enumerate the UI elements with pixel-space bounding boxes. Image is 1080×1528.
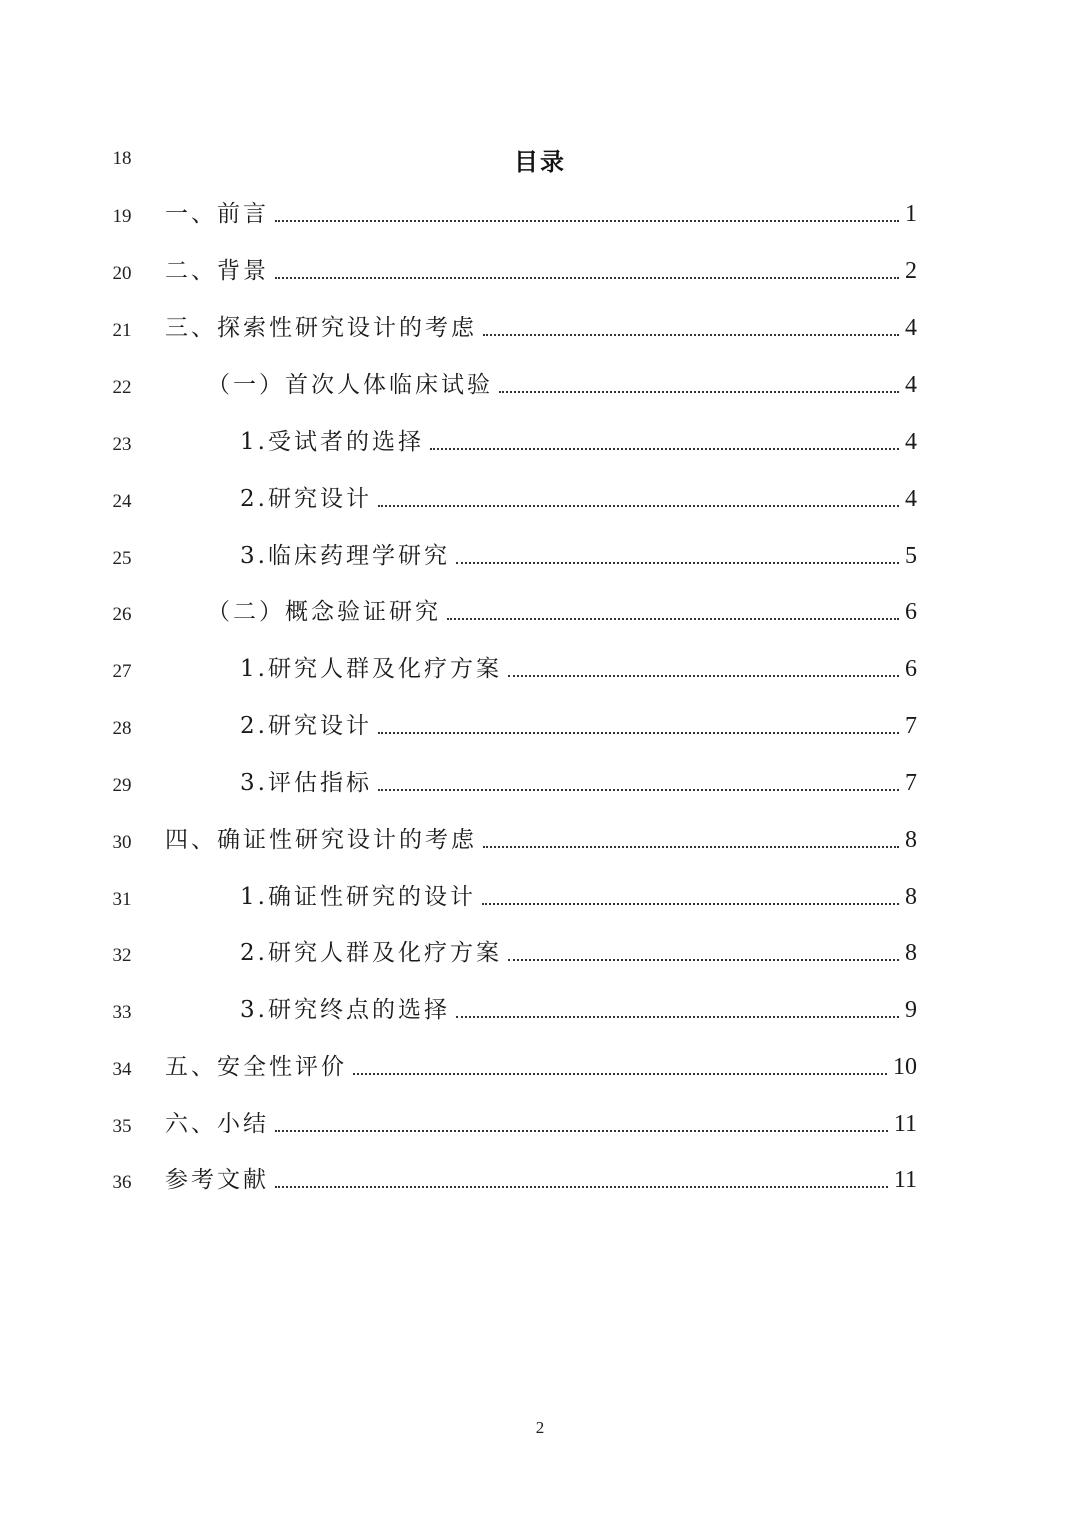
- dot-leader: [430, 447, 899, 450]
- toc-entry-page: 7: [905, 713, 917, 739]
- line-number: 23: [112, 434, 132, 455]
- toc-entry[interactable]: [240, 879, 917, 911]
- dot-leader: [482, 902, 899, 905]
- toc-entry[interactable]: [165, 253, 917, 285]
- dot-leader: [275, 219, 899, 222]
- toc-entry-label: （一）首次人体临床试验: [207, 372, 493, 398]
- toc-entry-label: 三、探索性研究设计的考虑: [165, 315, 477, 341]
- dot-leader: [378, 731, 899, 734]
- line-number: 29: [112, 775, 132, 796]
- toc-entry-label: 五、安全性评价: [165, 1054, 347, 1080]
- toc-entry-label: 3.研究终点的选择: [240, 997, 450, 1023]
- toc-entry[interactable]: [240, 651, 917, 683]
- dot-leader: [353, 1072, 887, 1075]
- toc-entry-page: 8: [905, 884, 917, 910]
- toc-entry[interactable]: [165, 1049, 917, 1081]
- line-number: 30: [112, 832, 132, 853]
- toc-entry-label: 3.评估指标: [240, 770, 372, 796]
- line-number: 35: [112, 1116, 132, 1137]
- dot-leader: [456, 1015, 899, 1018]
- dot-leader: [499, 390, 899, 393]
- toc-entry-page: 2: [905, 258, 917, 284]
- line-number: 19: [112, 206, 132, 227]
- toc-entry[interactable]: [240, 481, 917, 513]
- toc-entry[interactable]: [240, 992, 917, 1024]
- toc-entry[interactable]: [165, 822, 917, 854]
- toc-entry-label: 四、确证性研究设计的考虑: [165, 827, 477, 853]
- toc-entry[interactable]: [240, 935, 917, 967]
- dot-leader: [483, 845, 899, 848]
- toc-entry-page: 6: [905, 656, 917, 682]
- toc-entry-page: 8: [905, 940, 917, 966]
- toc-entry-page: 11: [893, 1111, 917, 1137]
- toc-entry-label: 2.研究设计: [240, 713, 372, 739]
- line-number: 31: [112, 889, 132, 910]
- dot-leader: [456, 561, 899, 564]
- toc-entry-label: 一、前言: [165, 201, 269, 227]
- line-number: 27: [112, 661, 132, 682]
- toc-entry[interactable]: [207, 594, 917, 626]
- toc-entry-label: 1.研究人群及化疗方案: [240, 656, 502, 682]
- toc-entry-label: 1.确证性研究的设计: [240, 884, 476, 910]
- dot-leader: [483, 333, 899, 336]
- line-number: 33: [112, 1002, 132, 1023]
- line-number: 21: [112, 320, 132, 341]
- toc-entry-label: 六、小结: [165, 1111, 269, 1137]
- dot-leader: [275, 1129, 888, 1132]
- toc-entry[interactable]: [240, 765, 917, 797]
- dot-leader: [378, 788, 899, 791]
- toc-entry[interactable]: [240, 424, 917, 456]
- toc-entry-label: 2.研究人群及化疗方案: [240, 940, 502, 966]
- dot-leader: [275, 276, 899, 279]
- dot-leader: [378, 504, 899, 507]
- toc-entry-page: 4: [905, 429, 917, 455]
- toc-entry-label: （二）概念验证研究: [207, 599, 441, 625]
- toc-entry[interactable]: [165, 196, 917, 228]
- page-number: 2: [535, 1418, 545, 1437]
- toc-entry-label: 二、背景: [165, 258, 269, 284]
- line-number: 34: [112, 1059, 132, 1080]
- toc-entry-page: 4: [905, 372, 917, 398]
- toc-entry-label: 参考文献: [165, 1167, 269, 1193]
- toc-entry-page: 4: [905, 315, 917, 341]
- toc-entry[interactable]: [207, 367, 917, 399]
- toc-entry[interactable]: [165, 1106, 917, 1138]
- toc-entry[interactable]: [240, 708, 917, 740]
- line-number: 24: [112, 491, 132, 512]
- line-number: 22: [112, 377, 132, 398]
- toc-entry-label: 2.研究设计: [240, 486, 372, 512]
- dot-leader: [508, 958, 899, 961]
- toc-entry-page: 7: [905, 770, 917, 796]
- toc-entry-page: 10: [893, 1054, 917, 1080]
- toc-entry[interactable]: [165, 310, 917, 342]
- toc-entry[interactable]: [240, 538, 917, 570]
- toc-entry-page: 11: [893, 1167, 917, 1193]
- line-number: 36: [112, 1172, 132, 1193]
- dot-leader: [508, 674, 899, 677]
- toc-entry-page: 4: [905, 486, 917, 512]
- toc-title: 目录: [514, 148, 566, 176]
- line-number: 32: [112, 945, 132, 966]
- toc-entry-label: 1.受试者的选择: [240, 429, 424, 455]
- toc-entry[interactable]: [165, 1162, 917, 1194]
- line-number: 25: [112, 548, 132, 569]
- toc-entry-page: 9: [905, 997, 917, 1023]
- line-number: 26: [112, 604, 132, 625]
- line-number: 20: [112, 263, 132, 284]
- toc-entry-page: 6: [905, 599, 917, 625]
- line-number: 18: [112, 148, 132, 169]
- line-number: 28: [112, 718, 132, 739]
- dot-leader: [275, 1185, 888, 1188]
- toc-entry-page: 1: [905, 201, 917, 227]
- toc-entry-page: 8: [905, 827, 917, 853]
- dot-leader: [447, 617, 899, 620]
- toc-entry-label: 3.临床药理学研究: [240, 543, 450, 569]
- toc-entry-page: 5: [905, 543, 917, 569]
